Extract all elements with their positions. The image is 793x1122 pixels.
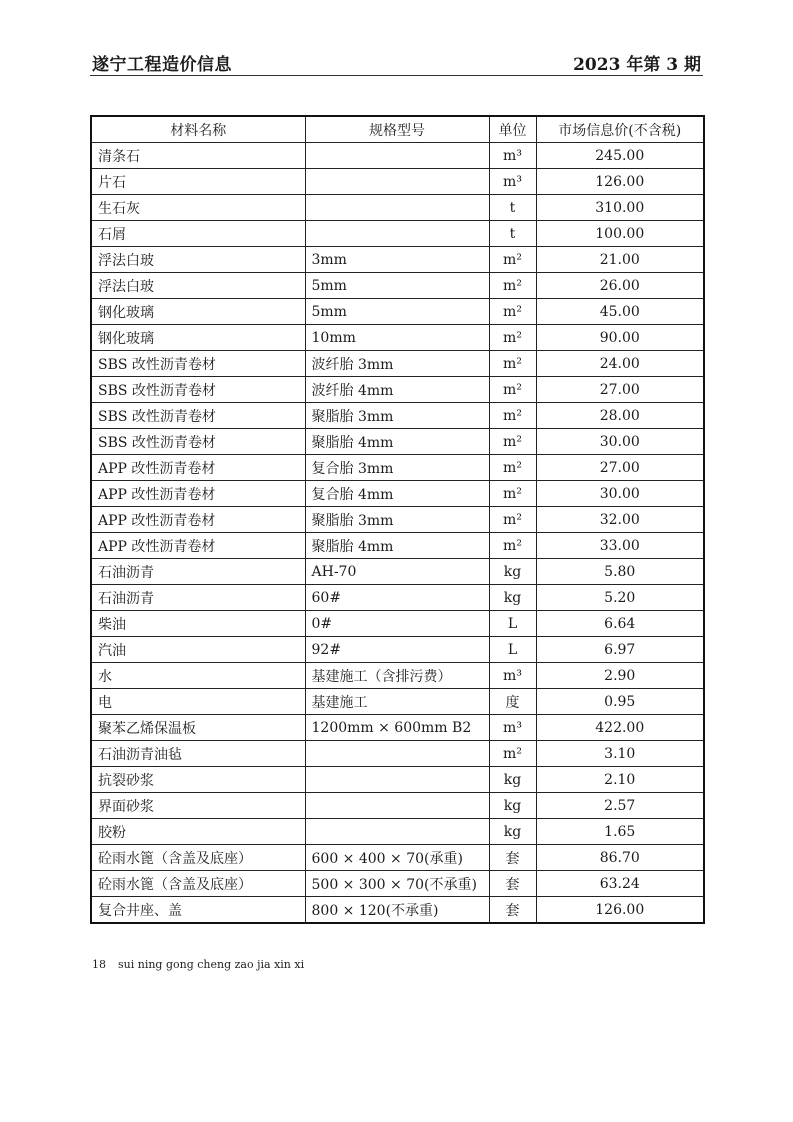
- table-row: [91, 247, 704, 273]
- table-row: [91, 403, 704, 429]
- price-cell: 63.24: [536, 871, 704, 897]
- unit-cell: kg: [489, 767, 536, 793]
- price-cell: 5.80: [536, 559, 704, 585]
- table-row: [91, 351, 704, 377]
- table-row: [91, 533, 704, 559]
- spec-cell: 聚脂胎 4mm: [305, 533, 489, 559]
- unit-cell: m²: [489, 455, 536, 481]
- price-cell: 2.90: [536, 663, 704, 689]
- unit-cell: m²: [489, 325, 536, 351]
- column-header-spec: 规格型号: [305, 116, 489, 143]
- unit-cell: t: [489, 195, 536, 221]
- unit-cell: t: [489, 221, 536, 247]
- table-row: [91, 559, 704, 585]
- spec-cell: 复合胎 4mm: [305, 481, 489, 507]
- unit-cell: m²: [489, 741, 536, 767]
- table-row: [91, 299, 704, 325]
- table-row: [91, 429, 704, 455]
- spec-cell: [305, 195, 489, 221]
- spec-cell: 3mm: [305, 247, 489, 273]
- material-name-cell: 石油沥青: [91, 585, 305, 611]
- table-row: [91, 481, 704, 507]
- material-name-cell: 抗裂砂浆: [91, 767, 305, 793]
- spec-cell: AH-70: [305, 559, 489, 585]
- price-cell: 32.00: [536, 507, 704, 533]
- spec-cell: 92#: [305, 637, 489, 663]
- price-cell: 45.00: [536, 299, 704, 325]
- column-header-unit: 单位: [489, 116, 536, 143]
- price-cell: 126.00: [536, 169, 704, 195]
- price-cell: 2.57: [536, 793, 704, 819]
- price-cell: 3.10: [536, 741, 704, 767]
- price-cell: 2.10: [536, 767, 704, 793]
- spec-cell: [305, 169, 489, 195]
- price-cell: 126.00: [536, 897, 704, 924]
- price-cell: 24.00: [536, 351, 704, 377]
- table-row: [91, 273, 704, 299]
- unit-cell: 套: [489, 845, 536, 871]
- spec-cell: 5mm: [305, 299, 489, 325]
- unit-cell: kg: [489, 819, 536, 845]
- material-name-cell: 石油沥青: [91, 559, 305, 585]
- material-name-cell: 砼雨水篦（含盖及底座）: [91, 845, 305, 871]
- spec-cell: 10mm: [305, 325, 489, 351]
- price-cell: 21.00: [536, 247, 704, 273]
- material-name-cell: 钢化玻璃: [91, 325, 305, 351]
- material-name-cell: 清条石: [91, 143, 305, 169]
- price-cell: 422.00: [536, 715, 704, 741]
- spec-cell: [305, 221, 489, 247]
- material-name-cell: 石油沥青油毡: [91, 741, 305, 767]
- price-cell: 5.20: [536, 585, 704, 611]
- unit-cell: m³: [489, 169, 536, 195]
- table-row: [91, 689, 704, 715]
- unit-cell: m²: [489, 273, 536, 299]
- unit-cell: 度: [489, 689, 536, 715]
- table-row: [91, 325, 704, 351]
- spec-cell: 复合胎 3mm: [305, 455, 489, 481]
- material-name-cell: 界面砂浆: [91, 793, 305, 819]
- material-name-cell: 浮法白玻: [91, 247, 305, 273]
- table-row: [91, 715, 704, 741]
- price-cell: 26.00: [536, 273, 704, 299]
- publication-title: 遂宁工程造价信息: [92, 55, 232, 75]
- unit-cell: m²: [489, 429, 536, 455]
- price-cell: 27.00: [536, 377, 704, 403]
- material-name-cell: 水: [91, 663, 305, 689]
- table-row: [91, 221, 704, 247]
- unit-cell: m³: [489, 663, 536, 689]
- table-row: [91, 871, 704, 897]
- unit-cell: m³: [489, 715, 536, 741]
- issue-number: 2023 年第 3 期: [573, 55, 701, 75]
- material-name-cell: 片石: [91, 169, 305, 195]
- table-row: [91, 845, 704, 871]
- spec-cell: 基建施工: [305, 689, 489, 715]
- material-name-cell: 石屑: [91, 221, 305, 247]
- table-row: [91, 143, 704, 169]
- spec-cell: 1200mm × 600mm B2: [305, 715, 489, 741]
- spec-cell: [305, 793, 489, 819]
- unit-cell: 套: [489, 897, 536, 924]
- price-cell: 30.00: [536, 429, 704, 455]
- table-row: [91, 455, 704, 481]
- spec-cell: 基建施工（含排污费）: [305, 663, 489, 689]
- material-name-cell: 钢化玻璃: [91, 299, 305, 325]
- unit-cell: m²: [489, 351, 536, 377]
- spec-cell: 60#: [305, 585, 489, 611]
- price-cell: 90.00: [536, 325, 704, 351]
- unit-cell: kg: [489, 793, 536, 819]
- price-cell: 6.64: [536, 611, 704, 637]
- table-header-row: [91, 116, 704, 143]
- table-row: [91, 169, 704, 195]
- table-row: [91, 767, 704, 793]
- unit-cell: kg: [489, 559, 536, 585]
- unit-cell: L: [489, 637, 536, 663]
- table-row: [91, 507, 704, 533]
- material-name-cell: 汽油: [91, 637, 305, 663]
- unit-cell: m²: [489, 507, 536, 533]
- unit-cell: m²: [489, 247, 536, 273]
- price-cell: 1.65: [536, 819, 704, 845]
- table-row: [91, 195, 704, 221]
- unit-cell: m²: [489, 403, 536, 429]
- page-number: 18: [92, 958, 106, 971]
- price-cell: 245.00: [536, 143, 704, 169]
- table-row: [91, 663, 704, 689]
- price-cell: 100.00: [536, 221, 704, 247]
- material-name-cell: 复合井座、盖: [91, 897, 305, 924]
- material-name-cell: APP 改性沥青卷材: [91, 533, 305, 559]
- unit-cell: m²: [489, 533, 536, 559]
- spec-cell: 波纤胎 4mm: [305, 377, 489, 403]
- material-name-cell: 浮法白玻: [91, 273, 305, 299]
- table-row: [91, 819, 704, 845]
- page-footer: [92, 958, 304, 971]
- price-cell: 310.00: [536, 195, 704, 221]
- unit-cell: m²: [489, 481, 536, 507]
- price-cell: 28.00: [536, 403, 704, 429]
- material-name-cell: SBS 改性沥青卷材: [91, 429, 305, 455]
- table-row: [91, 611, 704, 637]
- unit-cell: m³: [489, 143, 536, 169]
- spec-cell: 500 × 300 × 70(不承重): [305, 871, 489, 897]
- material-name-cell: 电: [91, 689, 305, 715]
- spec-cell: 0#: [305, 611, 489, 637]
- unit-cell: kg: [489, 585, 536, 611]
- unit-cell: m²: [489, 377, 536, 403]
- price-cell: 33.00: [536, 533, 704, 559]
- price-cell: 30.00: [536, 481, 704, 507]
- spec-cell: [305, 741, 489, 767]
- price-cell: 86.70: [536, 845, 704, 871]
- price-table: [90, 115, 705, 924]
- spec-cell: 800 × 120(不承重): [305, 897, 489, 924]
- spec-cell: 聚脂胎 3mm: [305, 507, 489, 533]
- unit-cell: L: [489, 611, 536, 637]
- table-row: [91, 377, 704, 403]
- material-name-cell: SBS 改性沥青卷材: [91, 377, 305, 403]
- column-header-material-name: 材料名称: [91, 116, 305, 143]
- table-row: [91, 585, 704, 611]
- material-name-cell: 聚苯乙烯保温板: [91, 715, 305, 741]
- spec-cell: [305, 819, 489, 845]
- material-name-cell: 胶粉: [91, 819, 305, 845]
- spec-cell: [305, 143, 489, 169]
- material-name-cell: APP 改性沥青卷材: [91, 455, 305, 481]
- unit-cell: m²: [489, 299, 536, 325]
- material-name-cell: 柴油: [91, 611, 305, 637]
- material-name-cell: SBS 改性沥青卷材: [91, 351, 305, 377]
- material-name-cell: SBS 改性沥青卷材: [91, 403, 305, 429]
- spec-cell: [305, 767, 489, 793]
- spec-cell: 聚脂胎 4mm: [305, 429, 489, 455]
- material-name-cell: APP 改性沥青卷材: [91, 507, 305, 533]
- table-row: [91, 741, 704, 767]
- material-name-cell: 生石灰: [91, 195, 305, 221]
- spec-cell: 聚脂胎 3mm: [305, 403, 489, 429]
- material-name-cell: APP 改性沥青卷材: [91, 481, 305, 507]
- table-row: [91, 637, 704, 663]
- spec-cell: 600 × 400 × 70(承重): [305, 845, 489, 871]
- price-cell: 6.97: [536, 637, 704, 663]
- spec-cell: 5mm: [305, 273, 489, 299]
- table-body: [91, 143, 704, 924]
- unit-cell: 套: [489, 871, 536, 897]
- header-divider: [90, 75, 703, 76]
- footer-text: sui ning gong cheng zao jia xin xi: [118, 958, 305, 971]
- table-row: [91, 793, 704, 819]
- material-name-cell: 砼雨水篦（含盖及底座）: [91, 871, 305, 897]
- column-header-price: 市场信息价(不含税): [536, 116, 704, 143]
- spec-cell: 波纤胎 3mm: [305, 351, 489, 377]
- price-cell: 27.00: [536, 455, 704, 481]
- table-row: [91, 897, 704, 924]
- price-cell: 0.95: [536, 689, 704, 715]
